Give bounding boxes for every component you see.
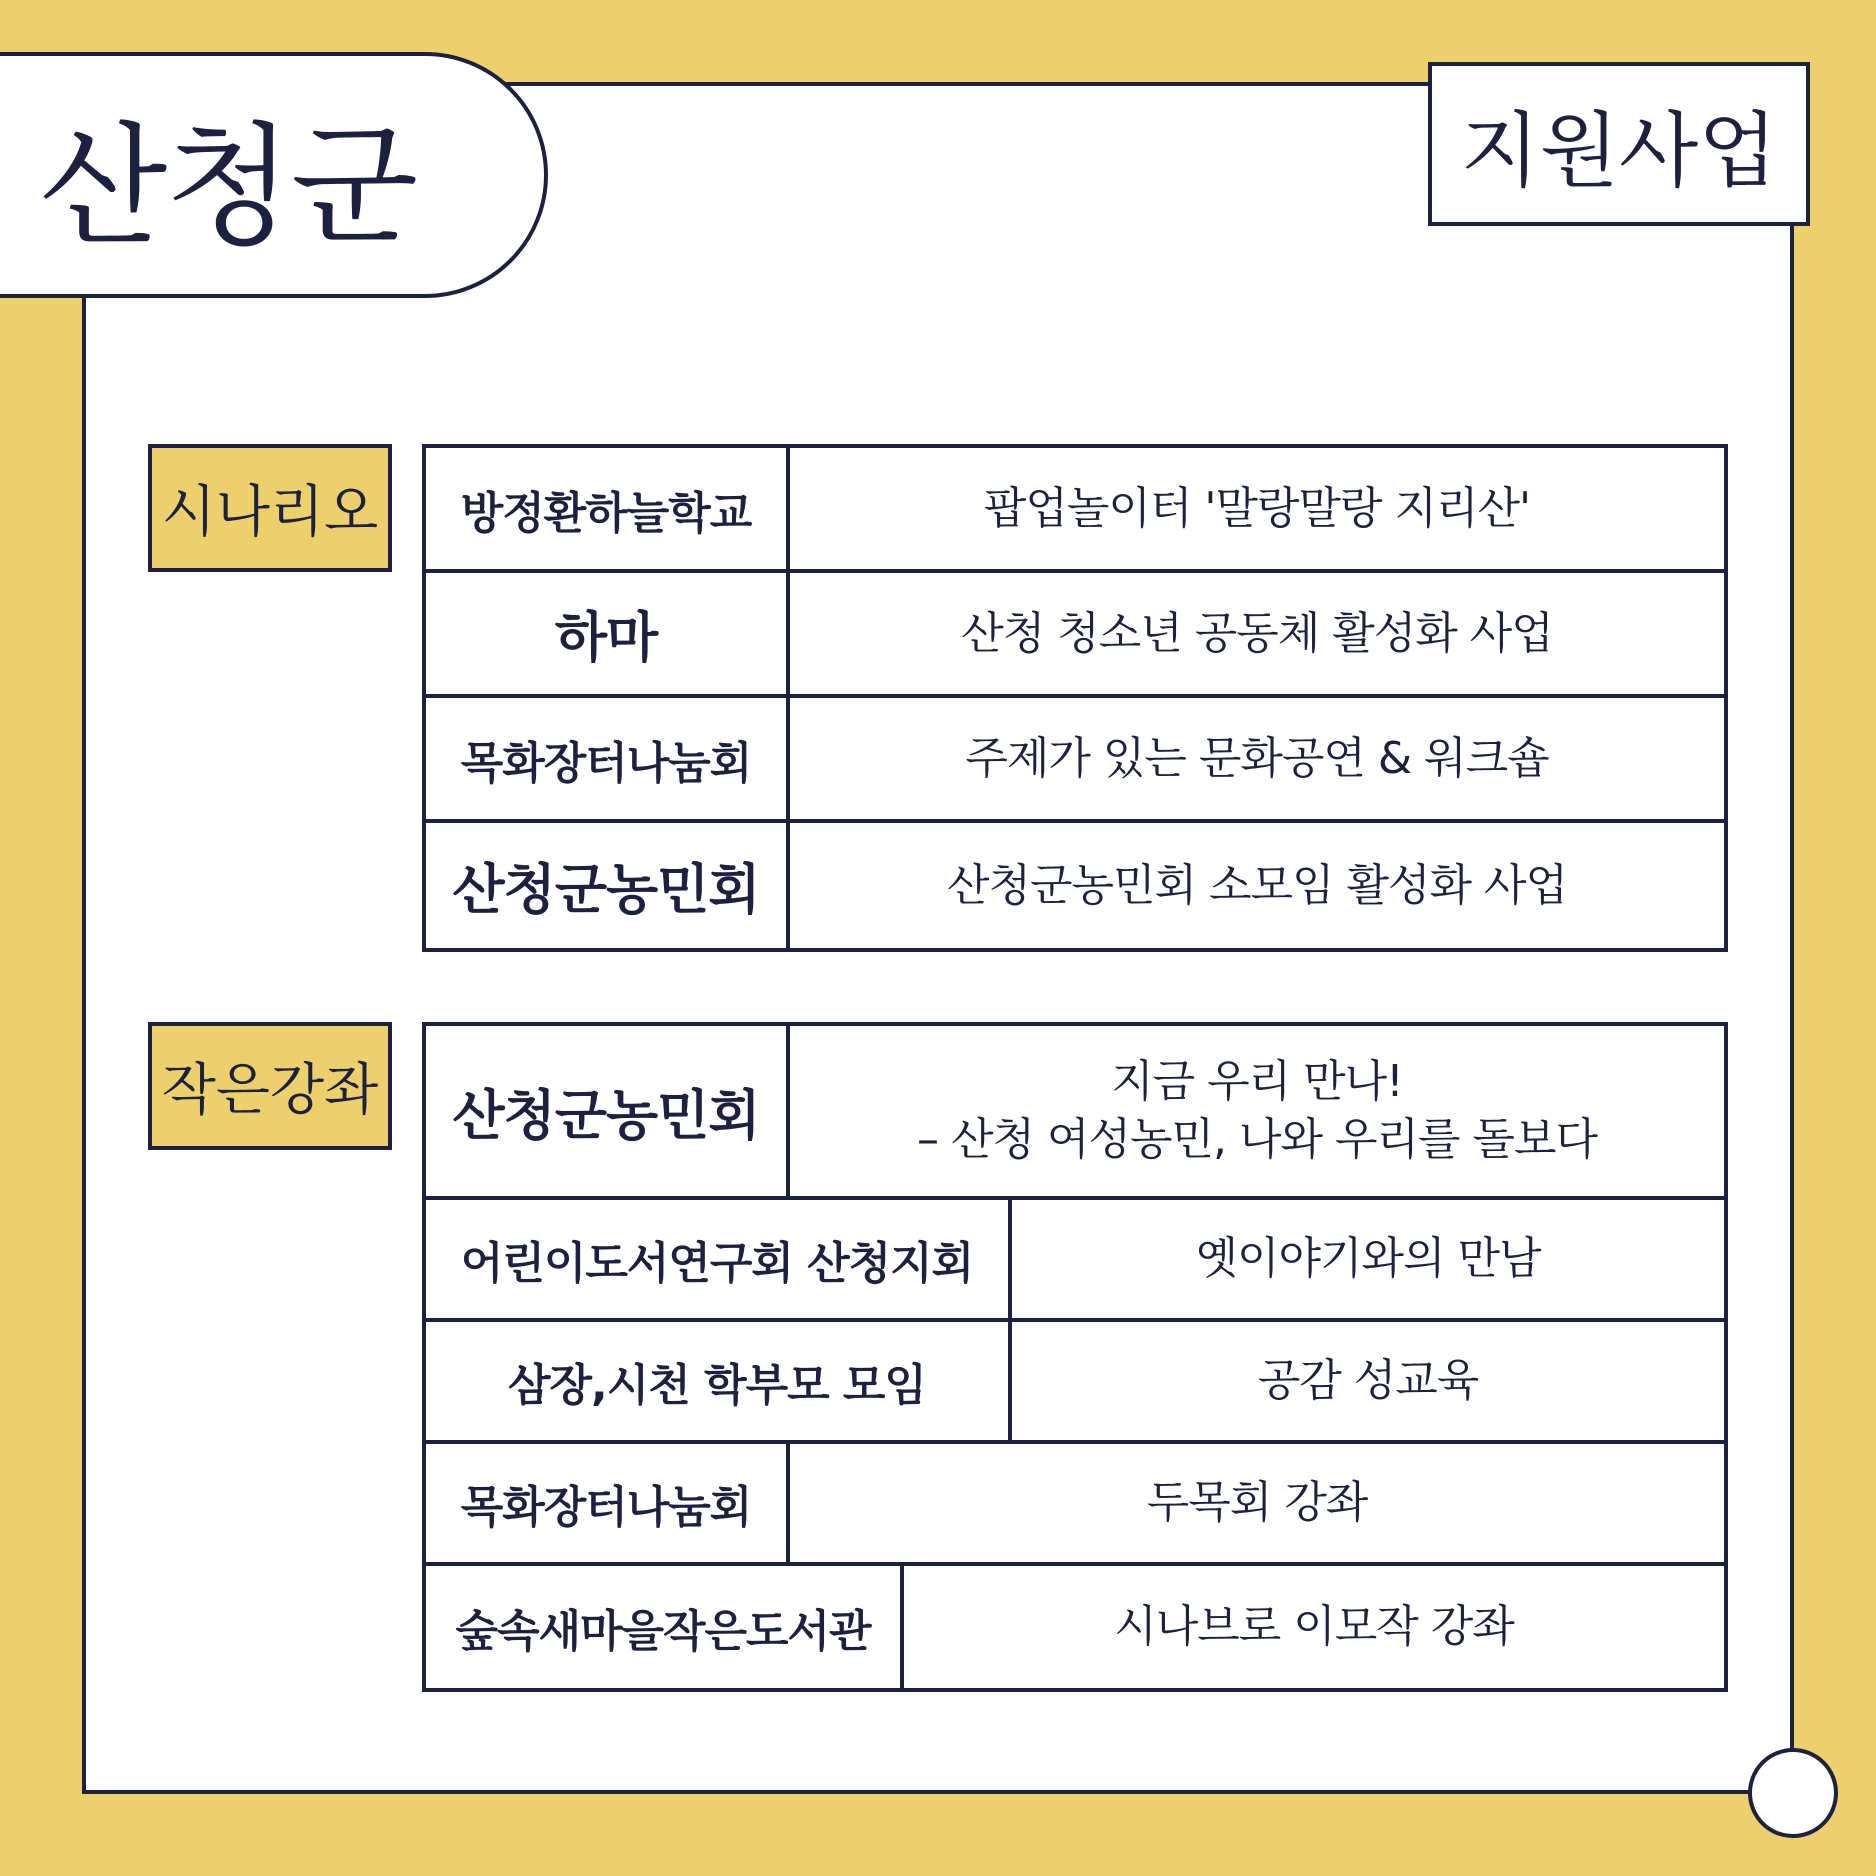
page-title (0, 52, 548, 298)
org-name-cell: 방정환하늘학교 (426, 448, 790, 569)
program-desc-cell: 두목회 강좌 (1146, 1477, 1368, 1528)
table-row (426, 573, 1724, 698)
program-desc-line: – 산청 여성농민, 나와 우리를 돌보다 (917, 1114, 1597, 1165)
program-desc-line: 지금 우리 만나! (1111, 1056, 1403, 1107)
section-label-scenario (148, 444, 392, 572)
org-name-cell: 목화장터나눔회 (426, 698, 790, 819)
category-tag (1428, 62, 1810, 226)
program-desc-cell: 산청 청소년 공동체 활성화 사업 (961, 607, 1553, 659)
table-row (426, 698, 1724, 823)
table-row (426, 448, 1724, 573)
program-desc-cell: 시나브로 이모작 강좌 (1114, 1601, 1514, 1652)
program-desc-cell (790, 1026, 1724, 1196)
table-row (426, 823, 1724, 948)
program-desc-cell: 옛이야기와의 만남 (1195, 1233, 1541, 1284)
section-label-text: 시나리오 (161, 480, 379, 545)
page-title-text: 산청군 (39, 110, 417, 264)
section-label-text: 작은강좌 (161, 1058, 379, 1123)
org-name-cell: 하마 (426, 573, 790, 694)
org-name-cell: 목화장터나눔회 (426, 1444, 790, 1562)
section-label-small-lecture (148, 1022, 392, 1150)
table-row (426, 1200, 1724, 1322)
program-desc-cell: 주제가 있는 문화공연 & 워크숍 (965, 732, 1549, 784)
program-desc-cell: 팝업놀이터 '말랑말랑 지리산' (983, 482, 1531, 534)
corner-circle-decoration (1748, 1748, 1838, 1838)
org-name-cell: 삼장,시천 학부모 모임 (426, 1322, 1012, 1440)
org-name-cell: 숲속새마을작은도서관 (426, 1566, 904, 1688)
table-row (426, 1566, 1724, 1688)
scenario-table (422, 444, 1728, 952)
table-row (426, 1322, 1724, 1444)
table-row (426, 1444, 1724, 1566)
org-name-cell: 산청군농민회 (426, 1026, 790, 1196)
org-name-cell: 산청군농민회 (426, 823, 790, 948)
program-desc-cell: 산청군농민회 소모임 활성화 사업 (946, 859, 1567, 911)
small-lecture-table (422, 1022, 1728, 1692)
program-desc-cell: 공감 성교육 (1257, 1355, 1479, 1406)
category-tag-text: 지원사업 (1460, 103, 1778, 199)
table-row (426, 1026, 1724, 1200)
org-name-cell: 어린이도서연구회 산청지회 (426, 1200, 1012, 1318)
